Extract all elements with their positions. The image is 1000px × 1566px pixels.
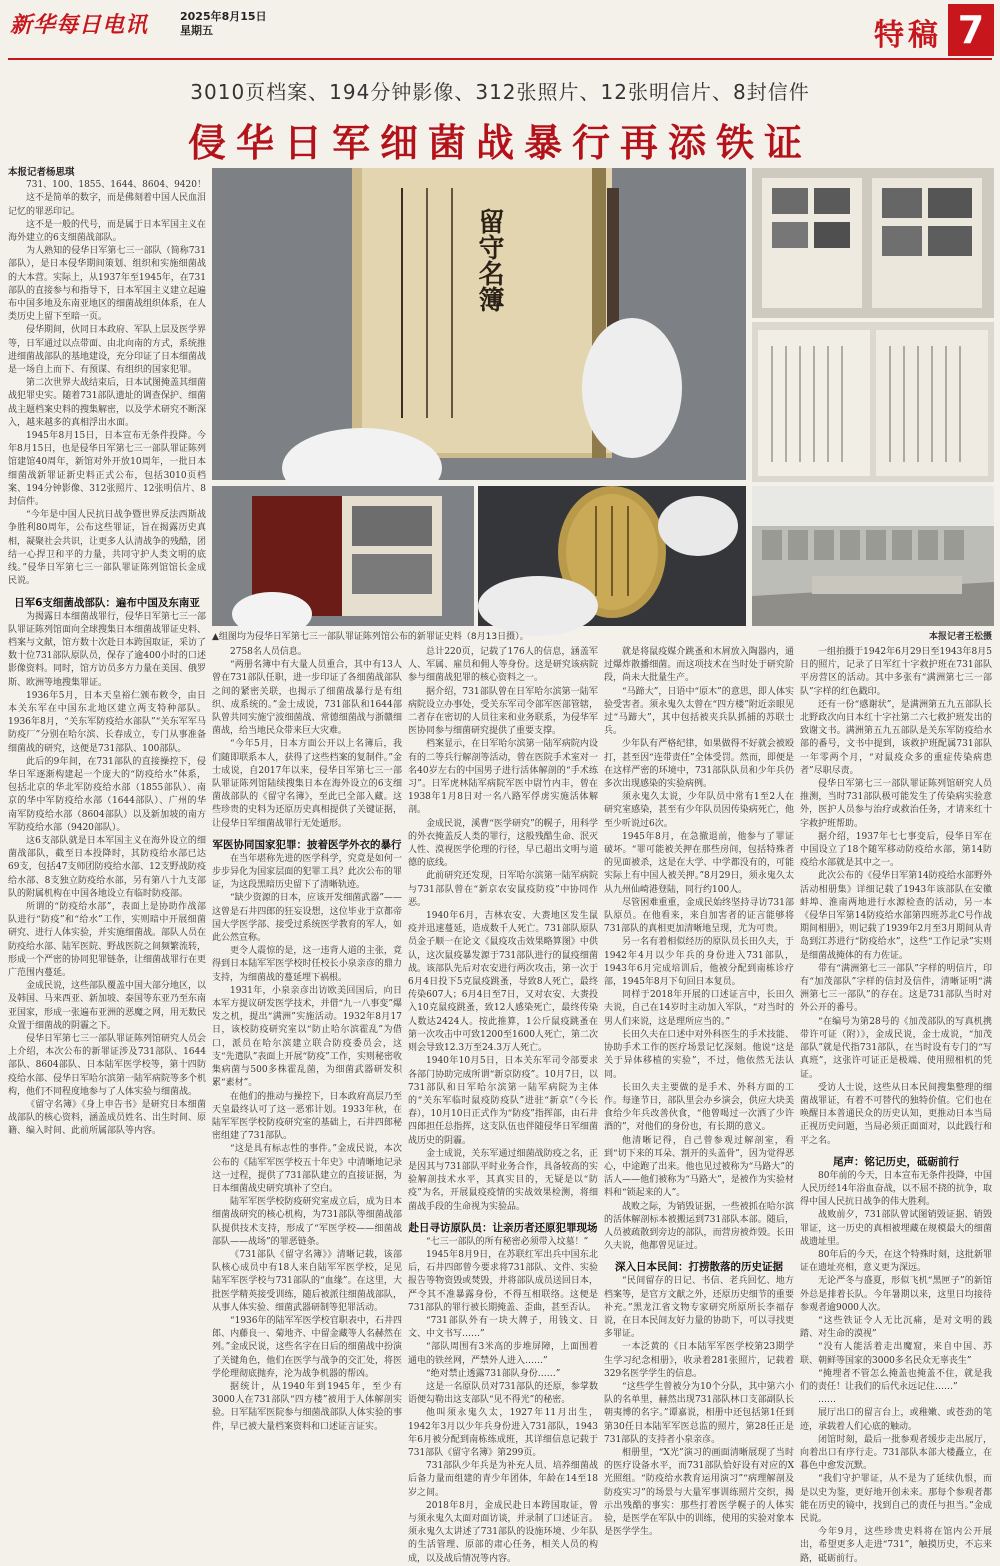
paragraph: “这些学生曾被分为10个分队，其中第六小队的名单里，赫然出现731部队林口支部副队长朝夷博的名字。”谭嘉说，相册中还包括第1任到第30任日本陆军军医总监的照片，第28任正是731部队的支持者小泉亲彦。: [604, 1381, 794, 1445]
paragraph: 就是将鼠疫媒介跳蚤和木屑放入陶器内，通过爆炸散播细菌。而这项技术在当时处于研究阶段，尚未大批量生产。: [604, 647, 794, 684]
paragraph: 据统计，从1940年到1945年，至少有3000人在731部队“四方楼”被用于人体解剖实验。日军陆军医院参与细菌战部队人体实验的事件，早已被大量档案资料和口述证言证实。: [212, 1381, 402, 1432]
paragraph: 金成民说，这些部队覆盖中国大部分地区，以及韩国、马来西亚、新加坡、泰国等东亚乃至东南亚国家，形成一张遍布亚洲的恶魔之网，用无数民众置于细菌战的阴霾之下。: [8, 981, 207, 1031]
article-column-5: [800, 646, 992, 1564]
article-headline: 侵华日军细菌战暴行再添铁证: [187, 120, 812, 165]
paragraph: 带有“满洲第七三一部队”字样的明信片，印有“加茂部队”字样的信封及信件，清晰证明“满洲第七三一部队”的存在。这是731部队当时对外公开的番号。: [800, 963, 992, 1014]
paragraph: 此次公布的《侵华日军第14防疫给水部野外活动相册集》详细记载了1943年该部队在安徽蚌埠、淮南两地进行水源检查的活动，另一本《侵华日军第14防疫给水部第四班苏北C号作战期间相册》，则记载了1939年2月至3月期间从青岛到江苏进行“防疫给水”，这些“工作记录”实则是细菌战掩体的有力佐证。: [800, 871, 992, 961]
paragraph: 更令人震惊的是，这一违背人道的主张，竟得到日本陆军军医学校时任校长小泉亲彦的鼎力支持，为细菌战的蔓延埋下祸根。: [212, 946, 402, 983]
paragraph: 他叫须永鬼久太，1927年11月出生，1942年3月以少年兵身份进入731部队，1943年6月被分配到南栋练成班，其详细信息记载于731部队《留守名簿》第299页。: [408, 1408, 598, 1458]
photo-brass-tag: [478, 486, 746, 626]
paragraph: 1931年，小泉亲彦出访欧美回国后，向日本军方提议研发医学技术，并借“九一八事变”爆发之机，提出“满洲”实施活动。1932年8月17日，该校防疫研究室以“防止哈尔滨霍乱”为借口，派员在哈尔滨建立联合防疫委员会，这支“先遣队”表面上开展“防疫”工作，实则秘密收集病菌与500多株霍乱菌，为细菌武器研发积累“素材”。: [212, 985, 402, 1089]
photo-caption: ▲组图均为侵华日军第七三一部队罪证陈列馆公布的新罪证史料（8月13日摄）。: [212, 632, 529, 642]
paragraph: 1940年10月5日，日本关东军司令部要求各部门协助完成所谓“新京防疫”。10月7日，以731部队和日军哈尔滨第一陆军病院为主体的“关东军临时鼠疫防疫队”进驻“新京”（今长春），10月10日正式作为“防疫”指挥部，由石井四郎担任总指挥，这支队伍也伴随侵华日军细菌战历史的阴霾。: [408, 1056, 598, 1146]
paragraph: 受访人士说，这些从日本民间搜集整理的细菌战罪证，有着不可替代的独特价值。它们也在唤醒日本普通民众的历史认知，更推动日本当局正视历史问题，当局必须正面面对，以此践行和平之名。: [800, 1082, 992, 1146]
section-heading: 日军6支细菌战部队：遍布中国及东南亚: [14, 596, 200, 609]
paragraph: 还有一份“感谢状”，是满洲第五九五部队长北野政次向日本红十字社第二六七救护班发出的致谢文书。满洲第五九五部队是关东军防疫给水部的番号，文书中提到，该救护班配属731部队一年零两个月，“对鼠疫众多的重症传染病患者”尽职尽责。: [800, 699, 992, 776]
paragraph: 侵华日军第七三一部队罪证陈列馆研究人员会上介绍，本次公布的新罪证涉及731部队、1644部队、8604部队、日本陆军医学校等，第十四防疫给水部、侵华日军哈尔滨第一陆军病院等多个机构，他们不同程度地参与了人体实验与细菌战。: [8, 1034, 207, 1097]
paragraph: 第二次世界大战结束后，日本试图掩盖其细菌战犯罪史实。随着731部队遗址的调查保护、细菌战主题档案史料的搜集解密，以及学术研究不断深入，越来越多的真相浮出水面。: [8, 378, 207, 428]
paragraph: “民间留存的日记、书信、老兵回忆、地方档案等，是官方文献之外，还原历史细节的重要补充。”黑龙江省文物专家研究所原所长李福存说，在日本民间友好力量的协助下，可以寻找更多罪证。: [604, 1276, 794, 1340]
paragraph: 所谓的“防疫给水部”，表面上是协助作战部队进行“防疫”和“给水”工作，实则暗中开展细菌研究、进行人体实验，并实施细菌战。部队人员在防疫给水部、陆军医院、野战医院之间频繁流转，形成一个严密的协同犯罪链条，让细菌战罪行在更广范围内蔓延。: [8, 901, 207, 978]
photo-document-pages: [752, 168, 994, 318]
paragraph: 据介绍，1937年七七事变后，侵华日军在中国设立了18个随军移动防疫给水部，第14防疫给水部就是其中之一。: [800, 831, 992, 869]
paragraph: 侵华日军第七三一部队罪证陈列馆研究人员推测，当时731部队极可能发生了传染病实验意外，医护人员参与治疗或救治任务，才请来红十字救护班帮助。: [800, 779, 992, 829]
paragraph: 为人熟知的侵华日军第七三一部队（简称731部队），是日本侵华期间策划、组织和实施细菌战的大本营。实际上，从1937年至1945年，在731部队的直接参与和指导下，日本军国主义建立起遍布中国多地及东南亚地区的细菌战组织体系，在人类历史上留下至暗一页。: [8, 246, 207, 323]
paragraph: 展厅出口的留言台上，或稚嫩、或苍劲的笔迹，承载着人们心底的触动。: [800, 1408, 992, 1432]
paragraph: 长田久夫在口述中对外科医生的手术技能、协助手术工作的医疗场景记忆深刻。他说“这是关于异体移植的实验”，不过，他依然无法认同。: [604, 1029, 794, 1080]
paragraph: 为揭露日本细菌战罪行，侵华日军第七三一部队罪证陈列馆面向全球搜集日本细菌战罪证史料、档案与文献，馆方数十次赴日本跨国取证，采访了数十位731部队原队员，保存了逾400小时的口述影像资料。同时，馆方访员多方力量在美国、俄罗斯、欧洲等地搜集罪证。: [8, 611, 207, 688]
paragraph: “绝对禁止透露731部队身份……”: [426, 1368, 561, 1379]
paragraph: 此后的9年间，在731部队的直接操控下，侵华日军逐渐构建起一个庞大的“防疫给水”体系，包括北京的华北军防疫给水部（1855部队）、南京的华中军防疫给水部（1644部队）、广州的华南军防疫给水部（8604部队）以及新加坡的南方军防疫给水部（9420部队）。: [8, 756, 206, 833]
paragraph: 无论严冬与盛夏，形似飞机“黑匣子”的新馆外总是排着长队。今年暑期以来，这里日均接待参观者逾9000人次。: [800, 1276, 992, 1313]
paragraph: 尽管困难重重，金成民始终坚持寻访731部队原员。在他看来，来自加害者的证言能够将731部队的真相更加清晰地呈现，尤为可贵。: [604, 897, 794, 935]
issue-weekday: 星期五: [180, 24, 213, 37]
section-heading: 尾声：铭记历史，砥砺前行: [833, 1155, 959, 1168]
paragraph: 731部队少年兵是为补充人员、培养细菌战后备力量而组建的青少年团体，年龄在14至18岁之间。: [408, 1461, 598, 1498]
paragraph: 2018年8月，金成民赴日本跨国取证，曾与须永鬼久太面对面访谈，并录制了口述证言。须永鬼久太讲述了731部队的设施环境、少年队的生活管理、原部的肃心任务，相关人员的构成，以及战后情况等内容。: [408, 1500, 598, 1564]
paragraph: 长田久夫主要做的是手术、外科方面的工作。每逢节日，部队里会办乡演会，供应大块美食给少年兵改善伙食，“他曾喝过一次洒了少许酒的”，对他们的身份也，有长期的意义。: [604, 1082, 794, 1133]
paragraph: 相册里，“X光”演习的画面清晰展现了当时的医疗设备水平，而731部队恰好设有对应的X光照组。“防疫给水教育运用演习”“病理解剖及防疫实习”的场景与大量军事训练照片交织，揭示出残酷的事实：那些打着医学幌子的人体实验，是医学在军队中的训练，使用的实验对象本是医学学生。: [604, 1447, 794, 1538]
paragraph: 80年前的今天，日本宣布无条件投降，中国人民历经14年浴血奋战，以不屈不挠的抗争，取得中国人民抗日战争的伟大胜利。: [800, 1170, 992, 1208]
section-heading: 深入日本民间：打捞散落的历史证据: [615, 1261, 783, 1274]
paragraph: 这是一名原队员对731部队的还原，参掌数语便勾勒出这支部队“见不得光”的秘密。: [408, 1381, 598, 1406]
newspaper-logo: 新华每日电讯: [10, 12, 149, 38]
paragraph: 1940年6月，吉林农安、大赉地区发生鼠疫并迅速蔓延，造成数千人死亡。731部队原队员金子顺一在论文《鼠疫攻击效果略算图》中供认，这次鼠疫暴发源于731部队进行的鼠疫细菌战。该部队先后对农安进行两次攻击，第一次于6月4日投下5克鼠疫跳蚤，导致8人死亡，最终传染607人；6月4日至7日，又对农安、大赉投入10克鼠疫跳蚤，致12人感染死亡，最终传染人数达2424人。按此推算，1公斤鼠疫跳蚤在第一次攻击中可致1200至1600人死亡，第二次则会导致12.3万至24.3万人死亡。: [408, 911, 598, 1054]
paragraph: 战败前夕，731部队曾试图销毁证据、销毁罪证，这一历史的真相被埋藏在规模最大的细菌战遗址里。: [800, 1210, 992, 1247]
article-column-2: [212, 646, 402, 1442]
photo-exhibition-hall: [752, 486, 994, 626]
paragraph: “1936年的陆军军医学校官职表中，石井四郎、内藤良一、菊地齐、中留金藏等人名赫然在列。”金成民说，这些名字在日后的细菌战中扮演了关键角色，他们在医学与战争的交汇处，将医学伦理彻底抛弃，沦为战争机器的帮凶。: [212, 1315, 402, 1379]
paragraph: ……: [818, 1395, 836, 1406]
paragraph: 这6支部队就是日本军国主义在海外设立的细菌战部队，截至日本投降时，其防疫给水部已达69支，包括47支师团防疫给水部、12支野战防疫给水部、8支独立防疫给水部，另有第八十九支部队的附属机构在中国各地设立有临时防疫部。: [8, 835, 206, 899]
section-heading: 军医协同国家犯罪：披着医学外衣的暴行: [212, 838, 402, 851]
paragraph: 1936年5月，日本天皇裕仁颁布敕令，由日本关东军在中国东北地区建立两支特种部队。1936年8月，“关东军防疫给水部队”“关东军军马防疫厂”分别在哈尔滨、长春成立，专门从事准备细菌战的研究，这便是731部队、100部队。: [8, 690, 206, 754]
paragraph: 他清晰记得，自己曾参观过解剖室，看到“切下来的耳朵、割开的头盖骨”，因为觉得恶心，中途跑了出来。他也见过被称为“马路大”的活人——他们被称为“马路大”，是被作为实验材料和“锁起来的人”。: [604, 1135, 794, 1199]
paragraph: “这是具有标志性的事件。”金成民说，本次公布的《陆军军医学校五十年史》中清晰地记录这一过程，提供了731部队建立的直接证据，为日本细菌战史研究填补了空白。: [212, 1144, 402, 1194]
paragraph: 1945年8月9日，在苏联红军出兵中国东北后，石井四郎曾今要求将731部队、文件、实验报告等物资毁或焚毁，并将部队成员送回日本，严令其不准暴露身份，不得互相联络。这便是731部队的罪行被长期掩盖、歪曲，甚至否认。: [408, 1249, 598, 1313]
photo-credit: 本报记者王松摄: [928, 632, 992, 642]
paragraph: “今年5月，日本方面公开以上名簿后，我们随即联系本人，获得了这些档案的复制件。”金士成说，自2017年以来，侵华日军第七三一部队罪证陈列馆陆续搜集日本在海外设立的6支细菌战部队的《留守名簿》，至此已全部入藏。这些珍贵的史料为还原历史真相提供了关键证据，让侵华日军细菌战罪行无处遁形。: [212, 739, 402, 829]
paragraph: 1945年8月15日，日本宣布无条件投降。今年8月15日，也是侵华日军第七三一部队罪证陈列馆建馆40周年，新馆对外开放10周年，一批日本细菌战新罪证新史料正式公布，包括3010页档案、194分钟影像、312张照片、12张明信片、8封信件。: [8, 431, 206, 508]
paragraph: “马蹄大”，日语中“原木”的意思，即人体实验受害者。须永鬼久太曾在“四方楼”附近亲眼见过“马蹄大”，其中包括被夹兵队抓捕的苏联士兵。: [604, 686, 794, 737]
article-subhead: 3010页档案、194分钟影像、312张照片、12张明信片、8封信件: [190, 80, 810, 104]
paragraph: “七三一部队的所有秘密必须带入坟墓！”: [426, 1236, 589, 1247]
paragraph: 战败之际，为销毁证据，一些被抓在哈尔滨的活体解剖标本被搬运到731部队本部。随后，人员被疏散到旁边的部队，而营房被炸毁。长田久夫说，他都曾见证过。: [604, 1201, 794, 1252]
section-name: 特稿: [874, 18, 942, 53]
paragraph: 一组拍摄于1942年6月29日至1943年8月5日的照片，记录了日军红十字救护班在731部队平房营区的活动。其中多张有“满洲第七三一部队”字样的红色戳印。: [800, 647, 992, 697]
article-byline: 本报记者杨思琪: [8, 167, 75, 178]
paragraph: “我们守护罪证，从不是为了延续仇恨，而是以史为鉴，更好地开创未来。那每个参观者都能在历史的镜中，找到自己的责任与担当。”金成民说。: [800, 1474, 992, 1524]
section-heading: 赴日寻访原队员：让亲历者还原犯罪现场: [408, 1221, 598, 1234]
paragraph: “今年是中国人民抗日战争暨世界反法西斯战争胜利80周年，公布这些罪证，旨在揭露历史真相，凝聚社会共识，让更多人认清战争的残酷，团结一心捍卫和平的力量，共同守护人类文明的底线。”侵华日军第七三一部队罪证陈列馆馆长金成民说。: [8, 510, 207, 587]
paragraph: 少年队有严格纪律，如果做得不好就会被殴打，甚至因“连带责任”全体受罚。然而，即便是在这样严密的环境中，731部队队员和少年兵仍多次出现感染的实验病例。: [604, 739, 794, 790]
photo-handwritten-pages: [752, 322, 994, 482]
paragraph: “两册名簿中有大量人员重合，其中有13人曾在731部队任职，进一步印证了各细菌战部队之间的紧密关联，也揭示了细菌战暴行是有组织、成系统的。”金士成说，731部队和1644部队曾共同实施宁波细菌战、常德细菌战与浙赣细菌战，给当地民众带来巨大灾难。: [212, 660, 402, 737]
paragraph: “在编号为第28号的《加茂部队的写真机携带许可证（附）》，金成民说，金士成说，“加茂部队”就是代指731部队，在当时设有专门的“写真班”，这张许可证正是极端、使用照相机的凭证。: [800, 1016, 992, 1080]
paragraph: 陆军军医学校防疫研究室成立后，成为日本细菌战研究的核心机构，为731部队等细菌战部队提供技术支持，形成了“军医学校——细菌战部队——战场”的罪恶链条。: [212, 1197, 402, 1247]
paragraph: 档案显示，在日军哈尔滨第一陆军病院内设有的二等兵行解剖等活动，曾在医院手术室对一名40岁左右的中国男子进行活体解剖的“手术练习”。日军虎林陆军病院军医中尉竹内丰，曾在1938年1月8日对一名八路军俘虏实施活体解剖。: [408, 739, 598, 816]
paragraph: “部队周围有3米高的步堆屏障，上面围着通电的铁丝网，严禁外人进入……”: [408, 1342, 598, 1366]
paragraph: 在当年堪称先进的医学科学，究竟是如何一步步异化为国家层面的犯罪工具？此次公布的罪证，为这段黑暗历史留下了清晰轨迹。: [212, 853, 402, 891]
paragraph: 同样于2018年开展的口述证言中，长田久夫说，自己在14岁时主动加入军队，“对当时的男人们来说，这是理所应当的。”: [604, 990, 794, 1027]
paragraph: 731、100、1855、1644、8604、9420！: [26, 180, 206, 191]
masthead: [0, 0, 1000, 60]
paragraph: 这不是简单的数字，而是佛刻着中国人民血泪记忆的罪恶印记。: [8, 193, 207, 217]
paragraph: 1945年8月，在急撤退前，他参与了罪证破坏。“罪可能被关押在那些房间，包括特殊者的见面被杀，这是在大学、中学都没有的，可能实际上有中国人被关押。”8月29日，须永鬼久太从九州仙崎港登陆，同行约100人。: [604, 831, 794, 895]
paragraph: 在他们的推动与操控下，日本政府高层乃至天皇最终认可了这一恶邪计划。1933年秋，在陆军军医学校防疫研究室的基础上，石井四郎秘密组建了731部队。: [212, 1091, 402, 1142]
paragraph: 80年后的今天，在这个特殊时刻，这批新罪证在遗址亮相，意义更为深远。: [800, 1249, 992, 1274]
article-column-1: [8, 166, 206, 1442]
paragraph: 侵华期间，伙同日本政府、军队上层及医学界等，日军通过以点带面、由北向南的方式，系统推进细菌战部队的基地建设，充分印证了日本细菌战是一场自上而下、有预谋、有组织的国家犯罪。: [8, 325, 207, 376]
paragraph: 另一名有着相似经历的原队员长田久夫，于1942年4月以少年兵的身份进入731部队，1943年6月完成培训后，他被分配到南栋诊疗部，1945年8月下旬回日本复员。: [604, 937, 794, 988]
folder-label: 留守名簿: [474, 208, 504, 312]
photo-archive-folder: [212, 168, 746, 480]
page-number: 7: [948, 4, 994, 56]
paragraph: “731部队外有一块大牌子，用钱文、日文、中文书写……”: [408, 1315, 598, 1340]
paragraph: 闭馆时刻，最后一批参观者缓步走出展厅，向着出口有序行走。731部队本部大楼矗立，在暮色中愈发沉默。: [800, 1434, 992, 1472]
paragraph: “没有人能活着走出魔窟，来自中国、苏联、朝鲜等国家的3000多名民众无辜丧生”: [800, 1342, 992, 1366]
paragraph: 《留守名簿》《身上申告书》是研究日本细菌战部队的核心资料，涵盖成员姓名、出生时间、原籍、编入时间、此前所属部队等内容。: [8, 1100, 207, 1137]
issue-date-text: 2025年8月15日: [180, 10, 267, 23]
paragraph: 总计220页，记载了176人的信息，涵盖军人、军属、雇员和佣人等身份。这是研究该病院参与细菌战犯罪的核心资料之一。: [408, 647, 598, 684]
paragraph: “这些铁证令人无比沉痛，是对文明的践踏、对生命的漠视”: [800, 1315, 992, 1340]
article-column-3: [408, 646, 598, 1564]
paragraph: 金成民说，溪曹“医学研究”的幌子，用科学的外衣掩盖反人类的罪行，这般残酷生命、泯灭人性、漠视医学伦理的行径，早已超出文明与道德的底线。: [408, 818, 598, 869]
paragraph: 2758名人员信息。: [230, 647, 307, 657]
paragraph: 这不是一般的代号，而是属于日本军国主义在海外建立的6支细菌战部队。: [8, 219, 207, 244]
paragraph: 据介绍，731部队曾在日军哈尔滨第一陆军病院设立办事处，受关东军司令部军医部管辖，二者存在密切的人员往来和业务联系，为侵华军医协同参与细菌研究提供了重要支撑。: [408, 686, 598, 737]
paragraph: 今年9月，这些珍贵史料将在馆内公开展出，希望更多人走进“731”，触摸历史，不忘来路，砥砺前行。: [800, 1527, 992, 1564]
paragraph: “缺少资源的日本，应该开发细菌武器”——这曾是石井四郎的狂妄设想，这位毕业于京都帝国大学医学部、接受过系统医学教育的军人，如此公然宣称。: [212, 893, 402, 944]
paragraph: 须永鬼久太说，少年队员中常有1至2人在研究室感染，甚至有少年队员因传染病死亡，他至少听说过6次。: [604, 792, 794, 829]
article-column-4: [604, 646, 794, 1538]
paragraph: 一本泛黄的《日本陆军军医学校第23期学生学习纪念相册》，收录着281张照片，记载着329名医学学生的信息。: [604, 1342, 794, 1379]
photo-caption-row: [212, 629, 992, 642]
photo-open-album: [212, 486, 474, 626]
paragraph: “掩埋者不管怎么掩盖也掩盖不住，就是我们的责任！让我们的后代永远记住……”: [800, 1368, 992, 1392]
paragraph: 《731部队《留守名簿》》清晰记载，该部队核心成员中有18人来自陆军军医学校，足见陆军军医学校与731部队的“血缘”。在这里，大批医学精英接受训练，随后被派往细菌战部队，从事人体实验、细菌武器研制等犯罪活动。: [212, 1249, 402, 1313]
paragraph: 此前研究还发现，日军哈尔滨第一陆军病院与731部队曾在“新京农安鼠疫防疫”中协同作恶。: [408, 871, 598, 908]
paragraph: 金士成说，关东军通过细菌战防疫之名，正是因其与731部队平时业务合作，具备较高的实验解剖技术水平，其真实目的，无疑是以“防疫”为名，开展鼠疫疫情的实战效果检测，将细菌战手段的生命视为实验品。: [408, 1148, 598, 1212]
masthead-divider: [8, 58, 992, 60]
issue-date: [180, 10, 267, 38]
